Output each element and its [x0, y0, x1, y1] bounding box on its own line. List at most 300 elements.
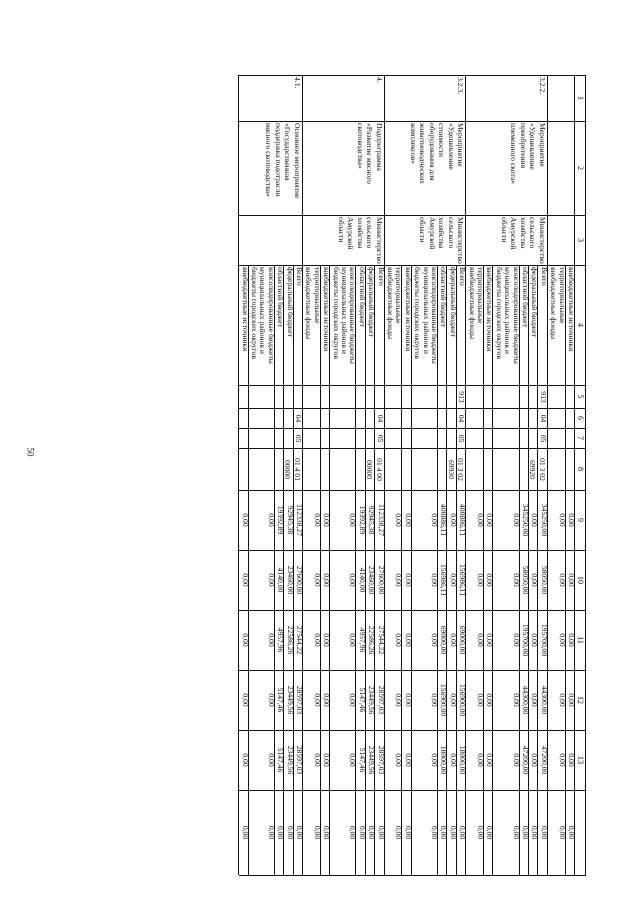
amount-col-y2018: 0,00 [348, 753, 358, 767]
column-border [239, 875, 586, 876]
amount-col-y2016: 0,00 [511, 633, 521, 647]
item-name-line: Мероприятие [456, 123, 466, 167]
item-name-line: животноводческих [418, 123, 428, 184]
amount-col-y2015: 4140,00 [357, 567, 367, 593]
row-divider [519, 265, 520, 875]
amount-col-y2017: 0,00 [511, 693, 521, 707]
amount-col-y2014: 0,00 [348, 513, 358, 527]
amount-col-y2018: 18000,00 [458, 745, 468, 775]
amount-col-y2019: 0,00 [476, 825, 486, 840]
amount-col-y2016: 0,00 [266, 633, 276, 647]
row-divider [274, 265, 275, 875]
amount-col-y2018: 0,00 [430, 753, 440, 767]
funding-source-line: муниципальных районов и [503, 267, 513, 354]
executor-line: Амурской [427, 217, 437, 250]
amount-col-y2019: 0,00 [439, 825, 449, 840]
amount-col-y2014: 0,00 [322, 513, 332, 527]
amount-col-y2015: 0,00 [557, 573, 567, 587]
amount-col-y2017: 28597,03 [376, 685, 386, 715]
amount-col-y2019: 0,00 [367, 825, 377, 840]
budget-table [150, 75, 600, 875]
amount-col-y2018: 47200,00 [521, 745, 531, 775]
amount-col-y2014: 19392,89 [276, 505, 286, 535]
funding-source-line: консолидированные бюджеты [511, 267, 521, 364]
amount-col-y2018: 0,00 [567, 753, 576, 767]
funding-source-line: областной бюджет [276, 267, 286, 327]
amount-col-y2019: 0,00 [539, 825, 549, 840]
funding-source-line: муниципальных районов и [421, 267, 431, 354]
column-border [239, 75, 586, 76]
amount-col-y2015: 0,00 [567, 573, 576, 587]
header-col-csr: 8 [576, 467, 585, 471]
item-name-line: поддержка подотрасли [274, 123, 283, 197]
rz-code: 04 [294, 414, 303, 423]
funding-row [548, 75, 566, 875]
amount-col-y2019: 0,00 [567, 825, 576, 840]
amount-col-y2014: 0,00 [511, 513, 521, 527]
funding-source-line: внебюджетные источники [403, 267, 413, 352]
amount-col-y2018: 0,00 [322, 753, 332, 767]
row-number: 4.1. [293, 77, 302, 89]
executor-line: области [336, 217, 346, 243]
block-4. [303, 75, 385, 875]
funding-source-line: федеральный бюджет [285, 267, 295, 337]
amount-col-y2018: 0,00 [511, 753, 521, 767]
amount-col-y2019: 0,00 [448, 825, 458, 840]
column-border [239, 730, 586, 731]
executor-line: Министерство [537, 217, 547, 264]
rotated-page [150, 75, 600, 875]
funding-source-line: внебюджетные источники [485, 267, 495, 352]
amount-col-y2018: 0,00 [557, 753, 567, 767]
amount-col-y2015: 0,00 [403, 573, 413, 587]
amount-col-y2014: 112338,27 [376, 504, 386, 536]
amount-col-y2018: 5147,46 [276, 747, 286, 773]
amount-col-y2014: 0,00 [567, 513, 576, 527]
rz-code: 04 [538, 414, 548, 423]
amount-col-y2014: 0,00 [530, 513, 540, 527]
amount-col-y2016: 0,00 [530, 633, 540, 647]
funding-source-line: внебюджетные фонды [304, 267, 314, 340]
amount-col-y2015: 27600,00 [295, 565, 304, 595]
amount-col-y2015: 0,00 [240, 573, 250, 587]
amount-col-y2018: 18000,00 [439, 745, 449, 775]
item-name-line: «Государственная [283, 123, 293, 181]
amount-col-y2016: 195700,00 [539, 623, 549, 657]
amount-col-y2016: 0,00 [403, 633, 413, 647]
column-border [239, 215, 586, 216]
column-border [239, 670, 586, 671]
amount-col-y2017: 0,00 [240, 693, 250, 707]
funding-row [330, 75, 356, 875]
row-divider [401, 265, 402, 875]
pr-code: 05 [538, 434, 548, 443]
column-border [239, 265, 586, 266]
funding-source-line: Всего [376, 267, 386, 286]
executor-line: хозяйства [355, 217, 365, 249]
row-divider [374, 265, 375, 875]
rz-code: 04 [375, 414, 385, 423]
column-border [239, 448, 586, 449]
funding-source-line: территориальные [394, 267, 404, 324]
amount-col-y2016: 0,00 [485, 633, 495, 647]
row-divider [565, 265, 566, 875]
amount-col-y2017: 0,00 [430, 693, 440, 707]
amount-col-y2014: 0,00 [448, 513, 458, 527]
amount-col-y2019: 0,00 [557, 825, 567, 840]
amount-col-y2019: 0,00 [295, 825, 304, 840]
amount-col-y2016: 0,00 [557, 633, 567, 647]
funding-source-line: консолидированные бюджеты [348, 267, 358, 364]
executor-line: Амурской [509, 217, 519, 250]
executor-line: Министерство [374, 217, 384, 264]
block-divider [465, 75, 466, 875]
funding-source-line: территориальные [312, 267, 322, 324]
rz-code: 04 [457, 414, 467, 423]
amount-col-y2019: 0,00 [312, 825, 322, 840]
funding-source-line: внебюджетные фонды [386, 267, 395, 340]
amount-col-y2018: 0,00 [530, 753, 540, 767]
row-divider [248, 265, 249, 875]
amount-col-y2019: 0,00 [394, 825, 404, 840]
header-bottom-border [574, 75, 575, 875]
amount-col-y2019: 0,00 [322, 825, 332, 840]
column-border [239, 790, 586, 791]
funding-source [386, 267, 403, 384]
amount-col-y2016: 0,00 [348, 633, 358, 647]
funding-source-line: консолидированные бюджеты [266, 267, 276, 364]
row-divider [492, 265, 493, 875]
item-name-line: комплексов» [408, 123, 418, 165]
amount-col-y2014: 19392,89 [357, 505, 367, 535]
funding-source-line: консолидированные бюджеты [430, 267, 440, 364]
funding-row [493, 75, 519, 875]
funding-source-line: федеральный бюджет [530, 267, 540, 337]
funding-source [413, 267, 438, 384]
amount-col-y2019: 0,00 [458, 825, 468, 840]
row-number: 3.2.2. [537, 77, 547, 95]
amount-col-y2014: 0,00 [240, 513, 250, 527]
csr-code-line: 69920 [528, 460, 538, 479]
amount-col-y2019: 0,00 [266, 825, 276, 840]
amount-col-y2015: 23460,00 [285, 565, 295, 595]
amount-col-y2018: 0,00 [240, 753, 250, 767]
amount-col-y2016: 0,00 [448, 633, 458, 647]
funding-source-line: муниципальных районов и [258, 267, 268, 354]
amount-col-y2015: 27600,00 [376, 565, 386, 595]
amount-col-y2018: 28597,03 [295, 745, 304, 775]
item-name-line: Основное мероприятие [293, 123, 302, 199]
amount-col-y2015: 0,00 [476, 573, 486, 587]
header-col-y2017: 12 [576, 696, 585, 704]
executor-line: области [499, 217, 509, 243]
amount-col-y2018: 47200,00 [539, 745, 549, 775]
amount-col-y2016: 0,00 [394, 633, 404, 647]
header-col-y2015: 10 [576, 576, 585, 584]
funding-row [249, 75, 275, 875]
amount-col-y2014: 92945,38 [367, 505, 377, 535]
amount-col-y2018: 0,00 [394, 753, 404, 767]
amount-col-y2015: 0,00 [511, 573, 521, 587]
executor-line: Министерство [456, 217, 466, 264]
amount-col-y2015: 0,00 [348, 573, 358, 587]
amount-col-y2015: 4140,00 [276, 567, 286, 593]
funding-source-line: внебюджетные источники [322, 267, 332, 352]
csr-code-line: 00000 [283, 460, 293, 479]
funding-source-line: внебюджетные фонды [549, 267, 559, 340]
column-border [239, 121, 586, 122]
row-divider [293, 265, 294, 875]
amount-col-y2014: 400886,11 [458, 504, 468, 536]
amount-col-y2018: 0,00 [266, 753, 276, 767]
amount-col-y2017: 0,00 [530, 693, 540, 707]
amount-col-y2018: 5147,46 [357, 747, 367, 773]
amount-col-y2017: 156900,00 [458, 683, 468, 717]
amount-col-y2017: 0,00 [394, 693, 404, 707]
amount-col-y2017: 0,00 [312, 693, 322, 707]
amount-col-y2019: 0,00 [430, 825, 440, 840]
funding-source-line: Всего [458, 267, 468, 286]
amount-col-y2016: 195700,00 [521, 623, 531, 657]
amount-col-y2018: 0,00 [312, 753, 322, 767]
header-col-source: 4 [576, 323, 585, 327]
amount-col-y2019: 0,00 [285, 825, 295, 840]
column-border [239, 428, 586, 429]
amount-col-y2017: 23449,56 [367, 685, 377, 715]
csr-code-line: 01 4 00 [374, 458, 384, 481]
amount-col-y2019: 0,00 [240, 825, 250, 840]
funding-source-line: внебюджетные источники [240, 267, 250, 352]
amount-col-y2019: 0,00 [276, 825, 286, 840]
pr-code: 05 [457, 434, 467, 443]
amount-col-y2018: 28597,03 [376, 745, 386, 775]
amount-col-y2015: 0,00 [448, 573, 458, 587]
grbs-code: 913 [457, 391, 467, 403]
funding-source-line: территориальные [476, 267, 486, 324]
header-col-executor: 3 [576, 238, 585, 242]
table-top-border [585, 75, 586, 875]
executor-line: сельского [528, 217, 538, 249]
csr-code-line: 69930 [446, 460, 456, 479]
column-border [239, 385, 586, 386]
item-name-line: приобретения [518, 123, 528, 169]
amount-col-y2014: 0,00 [266, 513, 276, 527]
amount-col-y2017: 0,00 [557, 693, 567, 707]
amount-col-y2014: 0,00 [476, 513, 486, 527]
amount-col-y2015: 0,00 [312, 573, 322, 587]
amount-col-y2016: 0,00 [476, 633, 486, 647]
amount-col-y2016: 4957,96 [276, 627, 286, 653]
block-divider [302, 75, 303, 875]
executor-line: Амурской [346, 217, 356, 250]
funding-row [466, 75, 484, 875]
amount-col-y2016: 22586,26 [367, 625, 377, 655]
amount-col-y2017: 44300,00 [539, 685, 549, 715]
row-divider [411, 265, 412, 875]
amount-col-y2016: 0,00 [240, 633, 250, 647]
amount-col-y2018: 0,00 [485, 753, 495, 767]
funding-source [250, 267, 275, 384]
amount-col-y2014: 0,00 [312, 513, 322, 527]
row-divider [329, 265, 330, 875]
csr-code-line: 01 4 01 [293, 458, 302, 481]
csr-code-line: 01 3 02 [537, 458, 547, 481]
block-3.2.2. [466, 75, 548, 875]
column-border [239, 408, 586, 409]
funding-source-line: бюджеты городских округов [250, 267, 259, 359]
amount-col-y2016: 4957,96 [357, 627, 367, 653]
amount-col-y2017: 0,00 [266, 693, 276, 707]
item-name-line: «Развитие мясного [365, 123, 375, 184]
header-col-number: 1 [576, 96, 585, 100]
amount-col-y2017: 44300,00 [521, 685, 531, 715]
amount-col-y2014: 0,00 [403, 513, 413, 527]
amount-col-y2019: 0,00 [530, 825, 540, 840]
amount-col-y2017: 23449,56 [285, 685, 295, 715]
amount-col-y2019: 0,00 [485, 825, 495, 840]
pr-code: 05 [375, 434, 385, 443]
row-divider [528, 265, 529, 875]
executor-line: области [418, 217, 428, 243]
item-name-line: «Удешевление [446, 123, 456, 170]
amount-col-y2017: 28597,03 [295, 685, 304, 715]
amount-col-y2014: 0,00 [430, 513, 440, 527]
item-name-line: стоимости [437, 123, 447, 157]
funding-source [494, 267, 519, 384]
executor-line: сельского [446, 217, 456, 249]
csr-code-line: 00000 [365, 460, 375, 479]
amount-col-y2015: 0,00 [485, 573, 495, 587]
item-name-line: оборудования для [427, 123, 437, 181]
row-divider [283, 265, 284, 875]
amount-col-y2015: 58050,00 [539, 565, 549, 595]
funding-source [304, 267, 321, 384]
amount-col-y2014: 0,00 [485, 513, 495, 527]
amount-col-y2017: 0,00 [322, 693, 332, 707]
item-name-line: племенного скота» [509, 123, 519, 184]
table-bottom-border [238, 75, 239, 875]
column-border [239, 550, 586, 551]
row-divider [456, 265, 457, 875]
row-divider [537, 265, 538, 875]
amount-col-y2019: 0,00 [348, 825, 358, 840]
amount-col-y2015: 0,00 [322, 573, 332, 587]
amount-col-y2017: 0,00 [348, 693, 358, 707]
amount-col-y2019: 0,00 [357, 825, 367, 840]
executor-line: хозяйства [518, 217, 528, 249]
item-name-line: Мероприятие [537, 123, 547, 167]
row-divider [446, 265, 447, 875]
amount-col-y2019: 0,00 [403, 825, 413, 840]
amount-col-y2015: 156986,11 [439, 564, 449, 596]
amount-col-y2017: 0,00 [476, 693, 486, 707]
amount-col-y2015: 0,00 [394, 573, 404, 587]
amount-col-y2019: 0,00 [521, 825, 531, 840]
amount-col-y2019: 0,00 [511, 825, 521, 840]
amount-col-y2018: 0,00 [448, 753, 458, 767]
funding-source [549, 267, 566, 384]
funding-source [467, 267, 484, 384]
funding-row [303, 75, 321, 875]
amount-col-y2016: 22586,26 [285, 625, 295, 655]
funding-source [331, 267, 356, 384]
header-col-name: 2 [576, 166, 585, 170]
row-number: 4. [374, 77, 384, 83]
funding-source-line: бюджеты городских округов [494, 267, 504, 359]
block-divider [384, 75, 385, 875]
amount-col-y2014: 400886,11 [439, 504, 449, 536]
amount-col-y2016: 0,00 [430, 633, 440, 647]
column-border [239, 490, 586, 491]
amount-col-y2015: 0,00 [430, 573, 440, 587]
amount-col-y2017: 0,00 [448, 693, 458, 707]
amount-col-y2016: 0,00 [312, 633, 322, 647]
amount-col-y2014: 345250,00 [521, 503, 531, 537]
funding-source-line: федеральный бюджет [367, 267, 377, 337]
row-divider [355, 265, 356, 875]
amount-col-y2015: 23460,00 [367, 565, 377, 595]
amount-col-y2014: 92945,38 [285, 505, 295, 535]
row-divider [483, 265, 484, 875]
amount-col-y2014: 345250,00 [539, 503, 549, 537]
header-col-grbs: 5 [576, 394, 585, 399]
amount-col-y2017: 5147,46 [276, 687, 286, 713]
funding-source-line: Всего [539, 267, 549, 286]
row-divider [365, 265, 366, 875]
amount-col-y2016: 27544,22 [295, 625, 304, 655]
amount-col-y2017: 5147,46 [357, 687, 367, 713]
funding-source-line: внебюджетные фонды [467, 267, 477, 340]
amount-col-y2017: 156900,00 [439, 683, 449, 717]
amount-col-y2016: 27544,22 [376, 625, 386, 655]
header-col-y2014: 9 [576, 518, 585, 522]
funding-row [412, 75, 438, 875]
funding-source-line: федеральный бюджет [448, 267, 458, 337]
amount-col-y2017: 0,00 [403, 693, 413, 707]
amount-col-y2018: 0,00 [403, 753, 413, 767]
item-name-line: скотоводства» [355, 123, 365, 169]
funding-source-line: муниципальных районов и [340, 267, 350, 354]
block-3.2.3. [385, 75, 467, 875]
grbs-code: 913 [538, 391, 548, 403]
row-divider [320, 265, 321, 875]
amount-col-y2018: 0,00 [476, 753, 486, 767]
header-col-y2018: 13 [576, 756, 585, 764]
amount-col-y2016: 69000,00 [439, 625, 449, 655]
funding-source-line: Всего [295, 267, 304, 286]
amount-col-y2014: 112338,27 [295, 504, 304, 536]
item-name-line: мясного скотоводства» [264, 123, 274, 197]
amount-col-y2016: 69000,00 [458, 625, 468, 655]
row-divider [437, 265, 438, 875]
header-col-rz: 6 [576, 416, 585, 420]
amount-col-y2015: 58050,00 [521, 565, 531, 595]
funding-source-line: областной бюджет [357, 267, 367, 327]
amount-col-y2014: 0,00 [557, 513, 567, 527]
amount-col-y2015: 0,00 [530, 573, 540, 587]
column-border [239, 610, 586, 611]
amount-col-y2017: 0,00 [485, 693, 495, 707]
amount-col-y2016: 0,00 [322, 633, 332, 647]
amount-col-y2018: 23449,56 [285, 745, 295, 775]
amount-col-y2015: 156986,11 [458, 564, 468, 596]
amount-col-y2015: 0,00 [266, 573, 276, 587]
funding-source-line: внебюджетные источники [567, 267, 576, 352]
funding-row [385, 75, 403, 875]
header-col-pr: 7 [576, 436, 585, 440]
executor-line: хозяйства [437, 217, 447, 249]
funding-source-line: областной бюджет [521, 267, 531, 327]
